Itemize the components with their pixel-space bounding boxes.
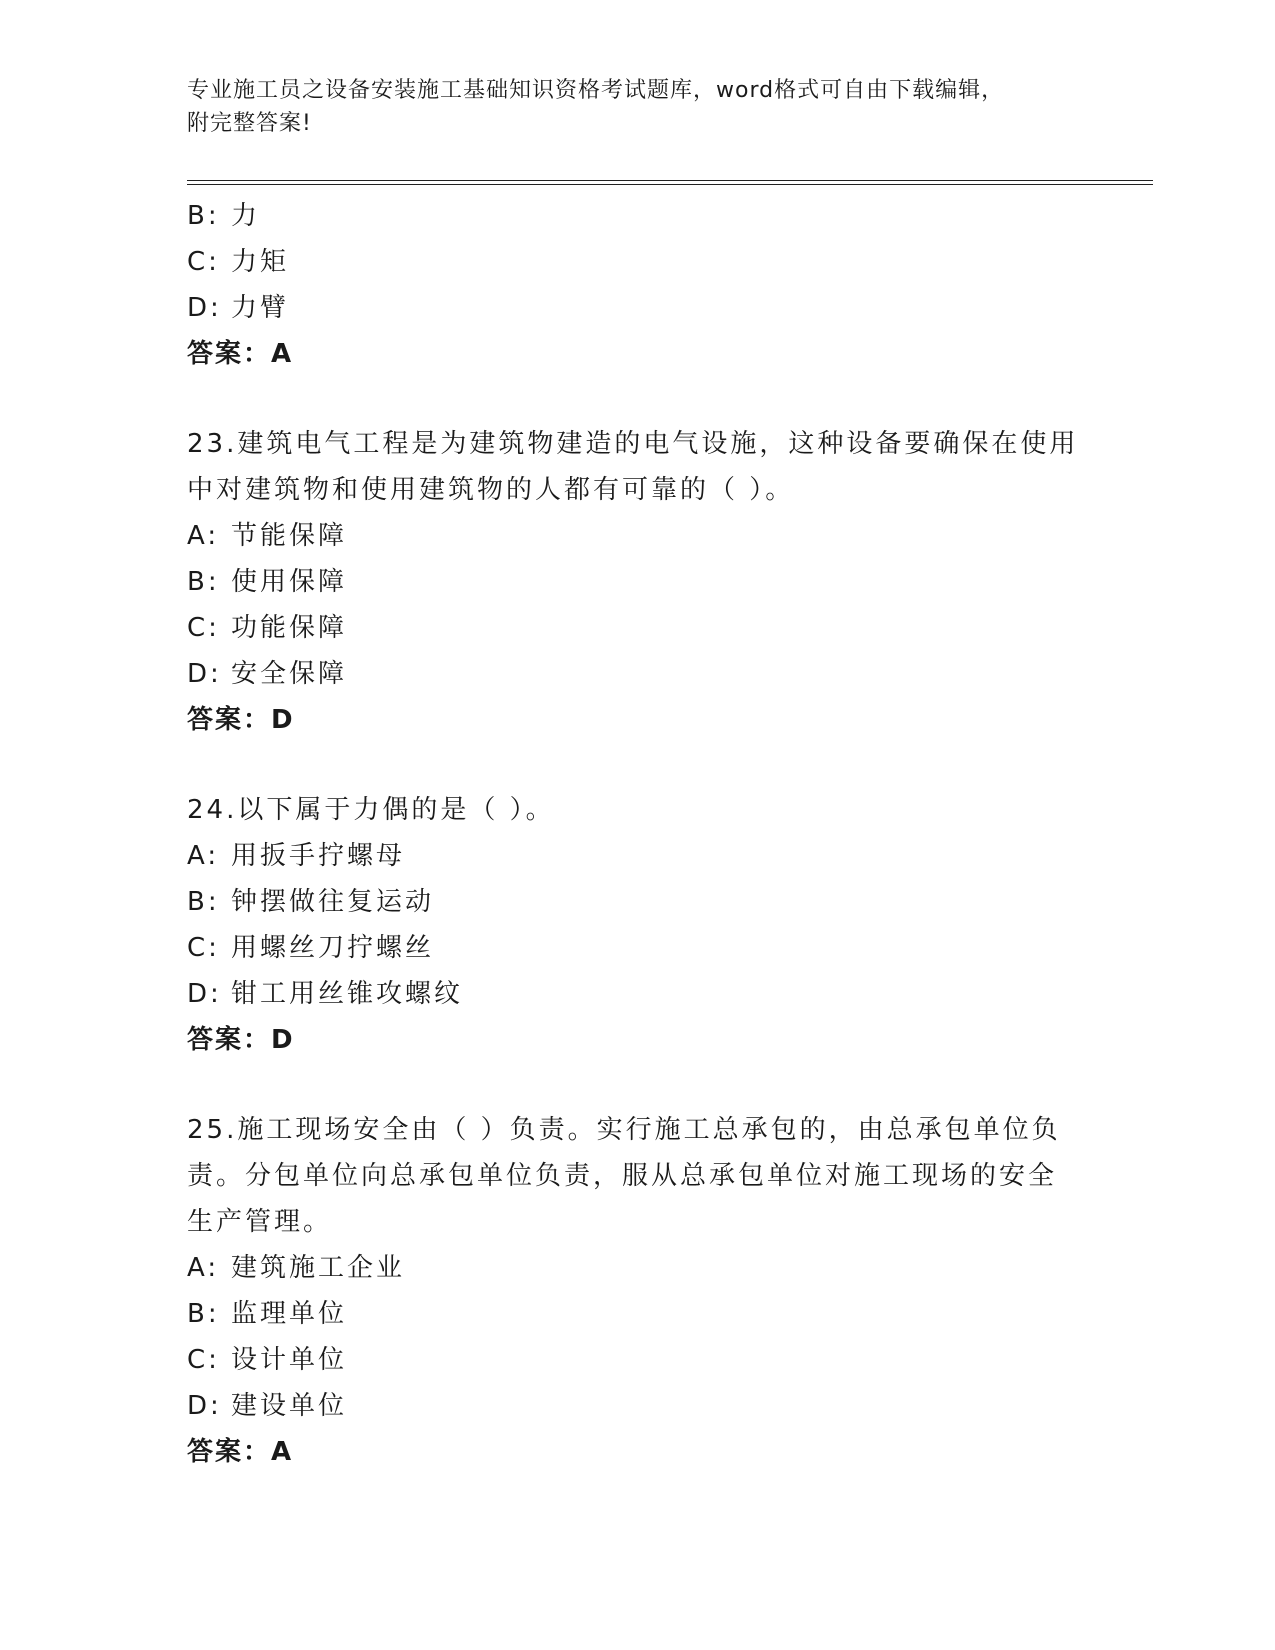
option-text: 监理单位 [231,1299,348,1329]
question-fragment [187,193,1087,377]
option-text: 建设单位 [231,1391,348,1421]
option-label: C: [187,933,220,963]
option-item [187,651,1087,697]
option-item [187,833,1087,879]
option-text: 力矩 [231,247,290,277]
question-25 [187,1107,1087,1475]
option-label: B: [187,1299,220,1329]
option-label: B: [187,201,220,231]
option-label: D: [187,293,222,323]
option-item [187,1245,1087,1291]
option-text: 力臂 [231,293,290,323]
option-item [187,971,1087,1017]
spacer [187,377,1087,421]
option-item [187,925,1087,971]
option-text: 使用保障 [231,567,348,597]
option-label: B: [187,567,220,597]
question-stem [187,421,1079,513]
question-text-line: 生产管理。 [187,1207,333,1237]
answer-line: 答案：A [187,1437,294,1467]
document-header [187,74,1067,140]
question-text-line: 施工现场安全由（ ）负责。实行施工总承包的，由总承包单位负 [237,1115,1061,1145]
answer-line: 答案：D [187,1025,295,1055]
header-rule-bottom [187,184,1153,185]
option-label: A: [187,521,220,551]
option-item [187,1291,1087,1337]
question-stem [187,1107,1067,1245]
option-text: 钟摆做往复运动 [231,887,435,917]
option-item [187,1337,1087,1383]
option-label: D: [187,979,222,1009]
option-text: 钳工用丝锥攻螺纹 [231,979,464,1009]
option-text: 功能保障 [231,613,348,643]
question-stem [187,787,1067,833]
option-item [187,1383,1087,1429]
option-item [187,513,1087,559]
header-line-2: 附完整答案! [187,111,312,136]
option-label: C: [187,613,220,643]
option-item [187,879,1087,925]
question-list [187,193,1087,1475]
spacer [187,1063,1087,1107]
option-text: 力 [231,201,261,231]
option-item [187,239,1087,285]
question-number: 25. [187,1115,238,1145]
question-number: 23. [187,429,238,459]
option-item [187,605,1087,651]
header-line-1: 专业施工员之设备安装施工基础知识资格考试题库，word格式可自由下载编辑， [187,78,1005,103]
option-label: B: [187,887,220,917]
option-text: 建筑施工企业 [231,1253,406,1283]
option-item [187,559,1087,605]
question-number: 24. [187,795,238,825]
option-text: 节能保障 [231,521,348,551]
option-text: 安全保障 [231,659,348,689]
question-text-line: 建筑电气工程是为建筑物建造的电气设施，这种设备要确保在使用 [237,429,1079,459]
option-text: 设计单位 [231,1345,348,1375]
option-label: C: [187,247,220,277]
question-text-line: 以下属于力偶的是（ ）。 [237,795,555,825]
question-23 [187,421,1087,743]
option-label: D: [187,659,222,689]
header-rule-top [187,180,1153,181]
spacer [187,743,1087,787]
option-item [187,193,1087,239]
option-text: 用螺丝刀拧螺丝 [231,933,435,963]
option-label: C: [187,1345,220,1375]
option-label: D: [187,1391,222,1421]
option-label: A: [187,1253,220,1283]
option-label: A: [187,841,220,871]
question-text-line: 责。分包单位向总承包单位负责，服从总承包单位对施工现场的安全 [187,1161,1058,1191]
question-24 [187,787,1087,1063]
answer-line: 答案：A [187,339,294,369]
answer-line: 答案：D [187,705,295,735]
option-text: 用扳手拧螺母 [231,841,406,871]
question-text-line: 中对建筑物和使用建筑物的人都有可靠的（ ）。 [187,475,795,505]
option-item [187,285,1087,331]
